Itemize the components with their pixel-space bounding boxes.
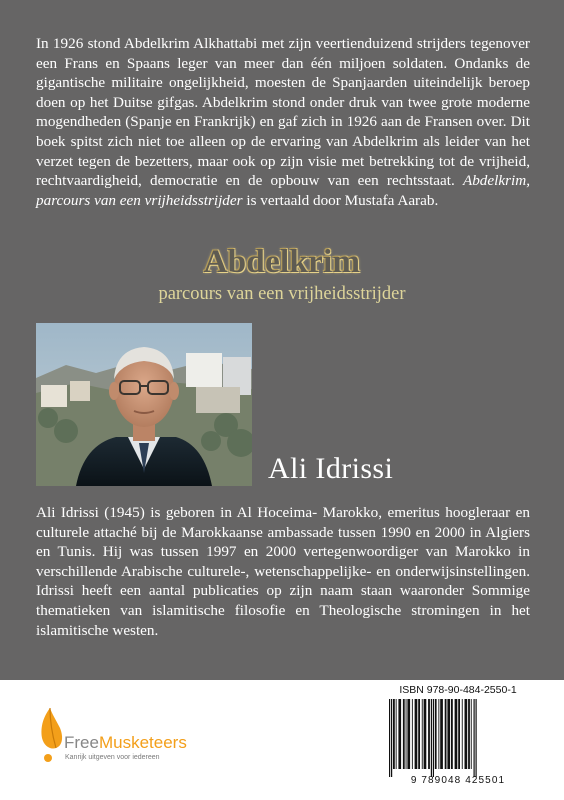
author-bio: Ali Idrissi (1945) is geboren in Al Hoceima- Marokko, emeritus hoogleraar en culturele attaché bij de Marokkaanse ambassade tussen 1990 en 2000 in Algiers en Tunis. Hij was tussen 1997 en 2000 vertegenwoordiger van Marokko in verschillende Arabische culturele-, wetenschappelijke- en onderwijsinstellingen. Idrissi heeft een aantal publicaties op zijn naam staan waaronder Sommige thematieken van islamitische filosofie en Theologische stromingen in het islamitische westen. [36, 504, 530, 639]
book-description [36, 34, 530, 210]
barcode-bar [438, 699, 439, 769]
barcode-bar [415, 699, 418, 769]
barcode-digits: 9 789048 425501 [410, 775, 506, 786]
barcode-bar [435, 699, 437, 769]
publisher-name-musketeers: Musketeers [98, 733, 187, 752]
barcode-bar [428, 699, 430, 769]
isbn-label: ISBN 978-90-484-2550-1 [399, 684, 517, 696]
barcode-bar [462, 699, 463, 769]
barcode-bars [383, 699, 533, 777]
barcode-bar [468, 699, 470, 769]
publisher-name-free: Free [64, 733, 99, 752]
barcode-bar [407, 699, 410, 769]
barcode-bar [471, 699, 472, 769]
book-subtitle: parcours van een vrijheidsstrijder [158, 284, 406, 304]
barcode-bar [431, 699, 432, 777]
barcode-bar [393, 699, 395, 769]
barcode-bar [474, 699, 475, 777]
publisher-name [64, 733, 187, 753]
isbn-barcode [378, 684, 538, 792]
description-italic-title: Abdelkrim, parcours van een vrijheidsstrijder [36, 172, 530, 209]
author-name: Ali Idrissi [268, 452, 394, 485]
barcode-bar [406, 699, 407, 769]
barcode-bar [440, 699, 443, 769]
barcode-bar [476, 699, 477, 777]
barcode-bar [403, 699, 405, 769]
description-text-end: is vertaald door Mustafa Aarab. [242, 191, 439, 209]
barcode-bar [455, 699, 458, 769]
barcode-bar [465, 699, 468, 769]
barcode-bar [398, 699, 401, 769]
barcode-bar [447, 699, 450, 769]
barcode-bar [433, 699, 434, 777]
barcode-bar [412, 699, 413, 769]
publisher-logo [36, 706, 236, 776]
description-text: In 1926 stond Abdelkrim Alkhattabi met zijn veertienduizend strijders tegenover een Frans en Spaans leger van meer dan één miljoen soldaten. Ondanks de gigantische militaire ongelijkheid, moesten de Spanjaarden uiteindelijk beroep doen op het Duitse gifgas. Abdelkrim stond onder druk van twee grote moderne mogendheden (Spanje en Frankrijk) en gaf zich in 1926 aan de Fransen over. Dit boek spitst zich niet toe alleen op de ervaring van Abdelkrim als leider van het verzet tegen de bezetters, maar ook op zijn visie met betrekking tot de vrijheid, rechtvaardigheid, democratie en de opbouw van een rechtsstaat. [36, 35, 530, 190]
author-photo [36, 323, 252, 486]
barcode-bar [424, 699, 427, 769]
barcode-bar [458, 699, 460, 769]
book-title: Abdelkrim [203, 244, 361, 280]
barcode-bar [389, 699, 390, 777]
publisher-tagline: Kanrijk uitgeven voor iedereen [65, 754, 160, 761]
barcode-bar [445, 699, 447, 769]
barcode-bar [391, 699, 392, 777]
musketeer-feather-icon [36, 706, 66, 776]
barcode-bar [422, 699, 423, 769]
barcode-bar [418, 699, 420, 769]
barcode-bar [451, 699, 453, 769]
barcode-bar [396, 699, 397, 769]
